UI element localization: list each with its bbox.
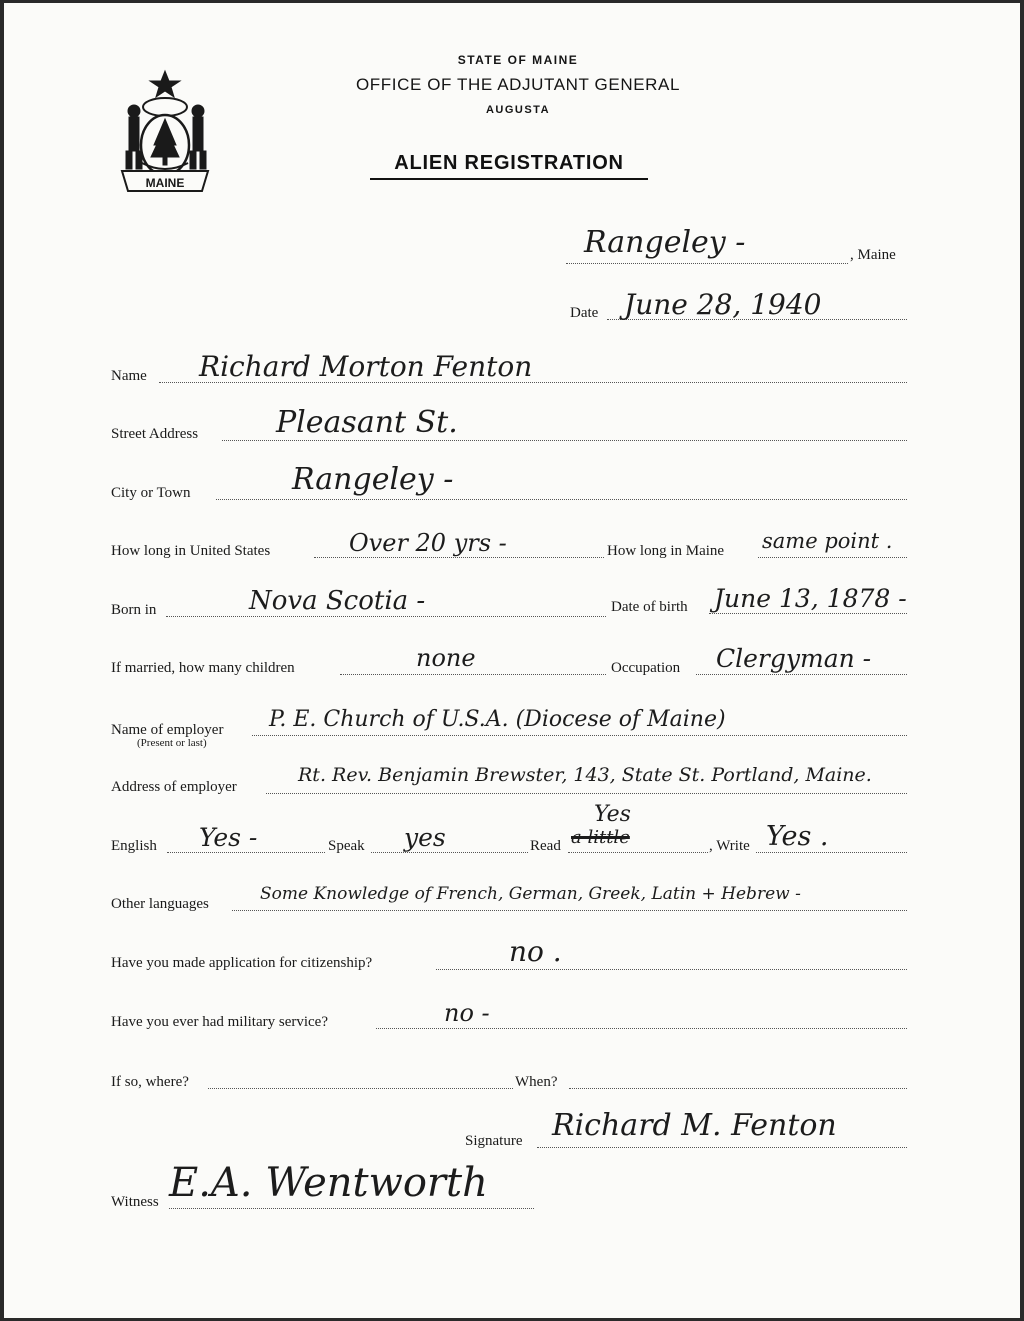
header-city: AUGUSTA [485, 104, 551, 116]
date-value: June 28, 1940 [624, 288, 822, 321]
born-in-label: Born in [111, 602, 157, 618]
seal-lettering: MAINE [145, 176, 185, 190]
speak-value: yes [404, 823, 446, 852]
military-label: Have you ever had military service? [111, 1014, 328, 1030]
maine-duration-label: How long in Maine [607, 543, 725, 559]
birth-date-label: Date of birth [611, 599, 688, 615]
employer-address-line [266, 793, 907, 794]
speak-label: Speak [328, 838, 365, 854]
us-duration-value: Over 20 yrs - [349, 529, 507, 557]
us-duration-label: How long in United States [111, 543, 271, 559]
street-value: Pleasant St. [276, 405, 458, 440]
write-line [756, 852, 907, 853]
other-languages-label: Other languages [111, 896, 209, 912]
when-label: When? [515, 1074, 558, 1090]
children-line [340, 674, 606, 675]
name-value: Richard Morton Fenton [199, 350, 533, 383]
city-line [216, 499, 907, 500]
read-value: Yes [594, 802, 631, 827]
city-label: City or Town [111, 485, 191, 501]
other-languages-value: Some Knowledge of French, German, Greek, Latin + Hebrew - [260, 884, 801, 904]
registration-form-page [4, 3, 1020, 1318]
occupation-value: Clergyman - [716, 644, 872, 673]
employer-line [252, 735, 907, 736]
signature-line [537, 1147, 907, 1148]
english-label: English [111, 838, 157, 854]
name-label: Name [111, 368, 147, 384]
witness-value: E.A. Wentworth [169, 1160, 488, 1206]
signature-label: Signature [465, 1133, 523, 1149]
read-label: Read [530, 838, 561, 854]
city-value: Rangeley - [292, 462, 454, 497]
when-line [569, 1088, 907, 1089]
maine-duration-value: same point . [762, 529, 893, 553]
place-value: Rangeley - [584, 225, 746, 260]
citizenship-line [436, 969, 907, 970]
employer-sublabel: (Present or last) [137, 737, 207, 749]
where-label: If so, where? [111, 1074, 189, 1090]
occupation-line [696, 674, 907, 675]
citizenship-label: Have you made application for citizenship? [111, 955, 373, 971]
write-label: , Write [709, 838, 750, 854]
witness-label: Witness [111, 1194, 159, 1210]
form-title: ALIEN REGISTRATION [370, 152, 648, 180]
signature-value: Richard M. Fenton [552, 1108, 837, 1143]
witness-line [169, 1208, 534, 1209]
place-line [566, 263, 848, 264]
military-value: no - [444, 999, 490, 1027]
military-line [376, 1028, 907, 1029]
date-label: Date [570, 305, 599, 321]
occupation-label: Occupation [611, 660, 681, 676]
employer-value: P. E. Church of U.S.A. (Diocese of Maine) [269, 707, 726, 732]
employer-label: Name of employer [111, 722, 224, 738]
street-line [222, 440, 907, 441]
maine-duration-line [758, 557, 907, 558]
write-value: Yes . [766, 821, 829, 852]
employer-address-label: Address of employer [111, 779, 237, 795]
citizenship-value: no . [509, 935, 562, 968]
read-line [568, 852, 708, 853]
other-languages-line [232, 910, 907, 911]
born-in-line [166, 616, 606, 617]
place-label: , Maine [850, 247, 896, 263]
english-line [167, 852, 325, 853]
birth-date-value: June 13, 1878 - [714, 584, 907, 613]
header-state: STATE OF MAINE [457, 53, 579, 67]
children-value: none [416, 644, 476, 672]
us-duration-line [314, 557, 604, 558]
birth-date-line [709, 613, 907, 614]
employer-address-value: Rt. Rev. Benjamin Brewster, 143, State St. Portland, Maine. [298, 764, 872, 786]
header-office: OFFICE OF THE ADJUTANT GENERAL [355, 75, 681, 94]
children-label: If married, how many children [111, 660, 295, 676]
read-struck-text: a little [571, 827, 630, 848]
speak-line [371, 852, 528, 853]
born-in-value: Nova Scotia - [249, 586, 426, 616]
where-line [208, 1088, 513, 1089]
english-value: Yes - [199, 823, 258, 852]
street-label: Street Address [111, 426, 199, 442]
